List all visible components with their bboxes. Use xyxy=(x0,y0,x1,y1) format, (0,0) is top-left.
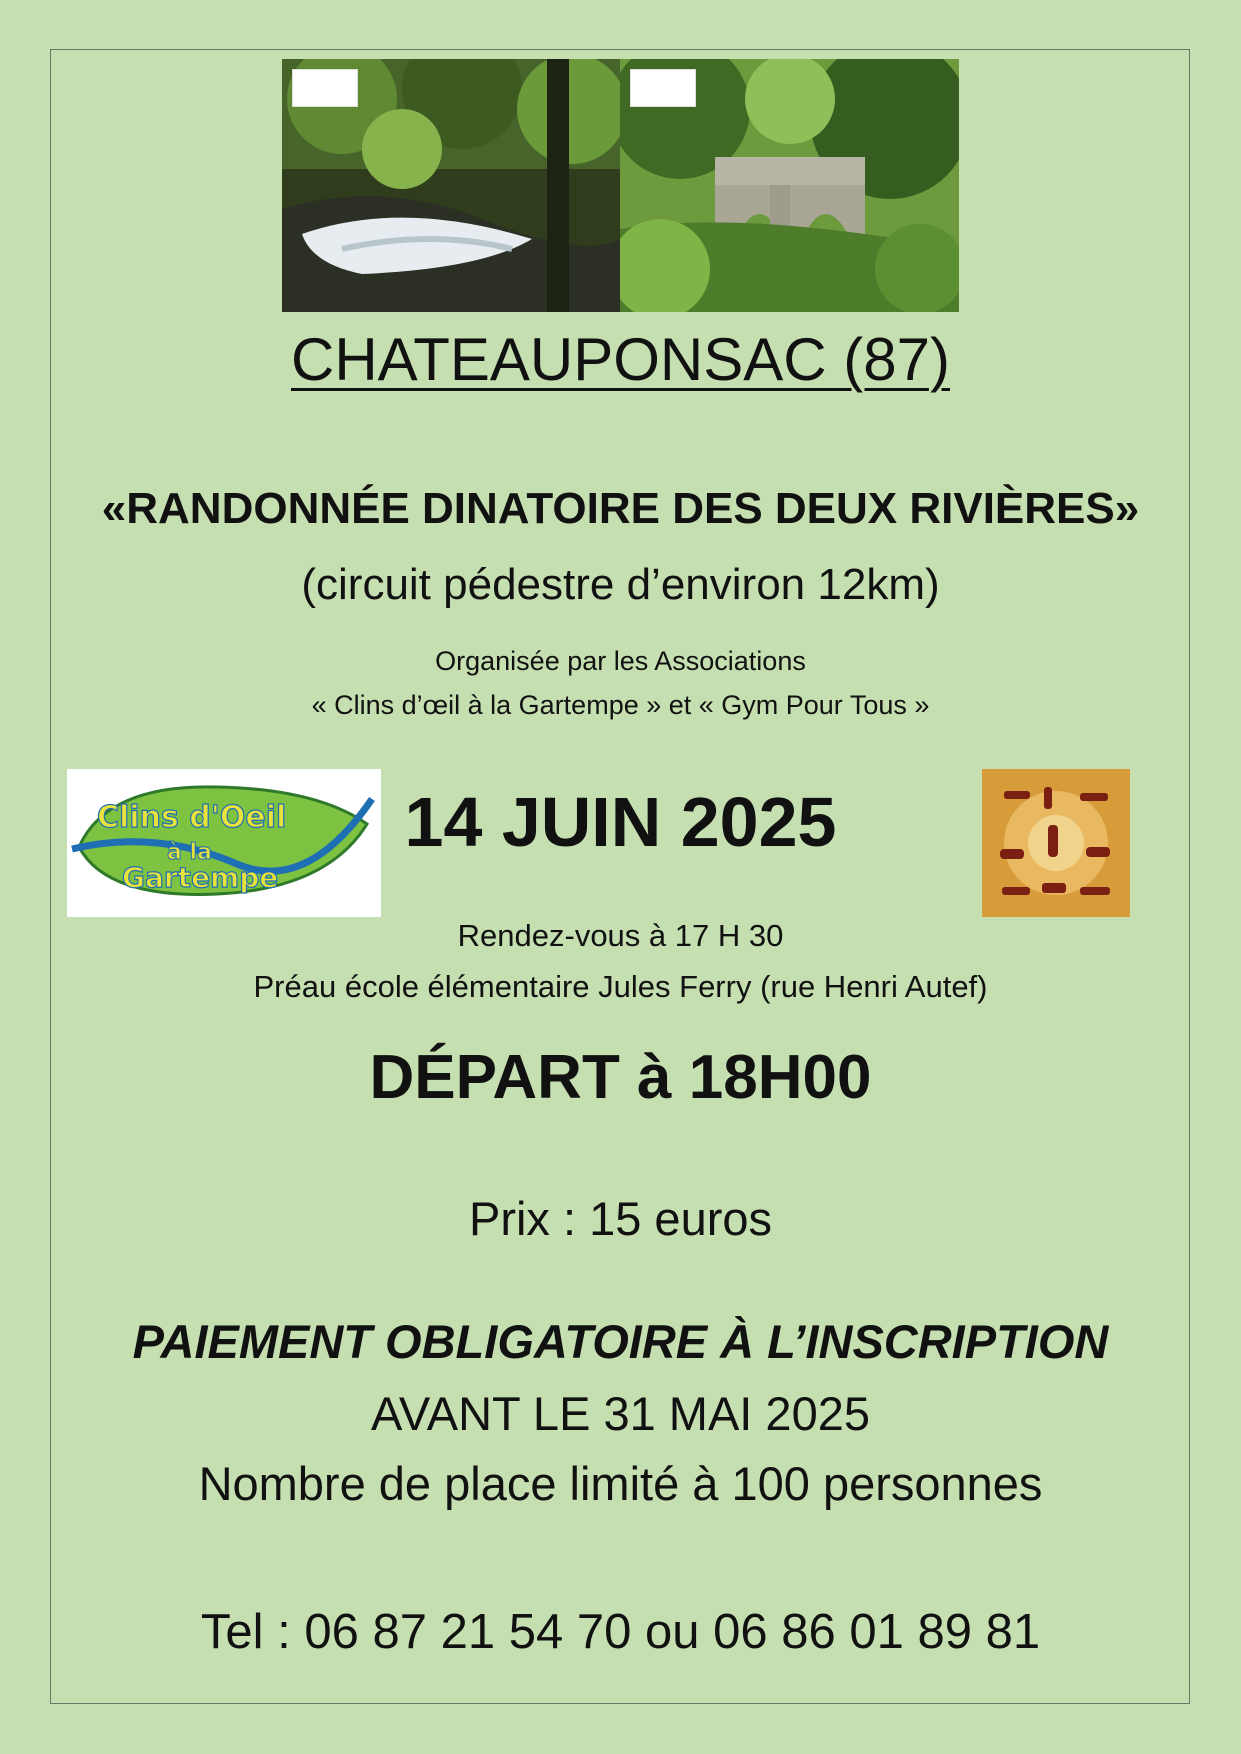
payment-notice: PAIEMENT OBLIGATOIRE À L’INSCRIPTION xyxy=(132,1315,1109,1368)
meeting-location: Préau école élémentaire Jules Ferry (rue Henri Autef) xyxy=(253,969,988,1004)
rendezvous-time: Rendez-vous à 17 H 30 xyxy=(457,918,784,953)
logo-text-line-3: Gartempe xyxy=(122,861,279,894)
logo-text-line-2: à la xyxy=(167,840,212,865)
logo-text-line-1: Clins d'Oeil xyxy=(97,800,287,835)
event-date: 14 JUIN 2025 xyxy=(404,783,837,861)
bridge-photo xyxy=(620,59,959,312)
departure-time: DÉPART à 18H00 xyxy=(369,1043,872,1112)
capacity-limit: Nombre de place limité à 100 personnes xyxy=(198,1457,1043,1510)
registration-deadline: AVANT LE 31 MAI 2025 xyxy=(371,1387,870,1440)
organizers-line-2: « Clins d’œil à la Gartempe » et « Gym Pour Tous » xyxy=(311,690,930,720)
gym-pour-tous-logo xyxy=(982,769,1130,917)
circuit-description: (circuit pédestre d’environ 12km) xyxy=(301,560,940,609)
organizers-line-1: Organisée par les Associations xyxy=(435,646,806,676)
price: Prix : 15 euros xyxy=(468,1192,773,1245)
event-name: «RANDONNÉE DINATOIRE DES DEUX RIVIÈRES» xyxy=(101,484,1140,533)
association-mini-logo-2 xyxy=(630,69,696,107)
river-photo xyxy=(282,59,620,312)
phone-numbers: Tel : 06 87 21 54 70 ou 06 86 01 89 81 xyxy=(200,1605,1041,1659)
association-mini-logo xyxy=(292,69,358,107)
page-title: CHATEAUPONSAC (87) xyxy=(290,326,950,393)
